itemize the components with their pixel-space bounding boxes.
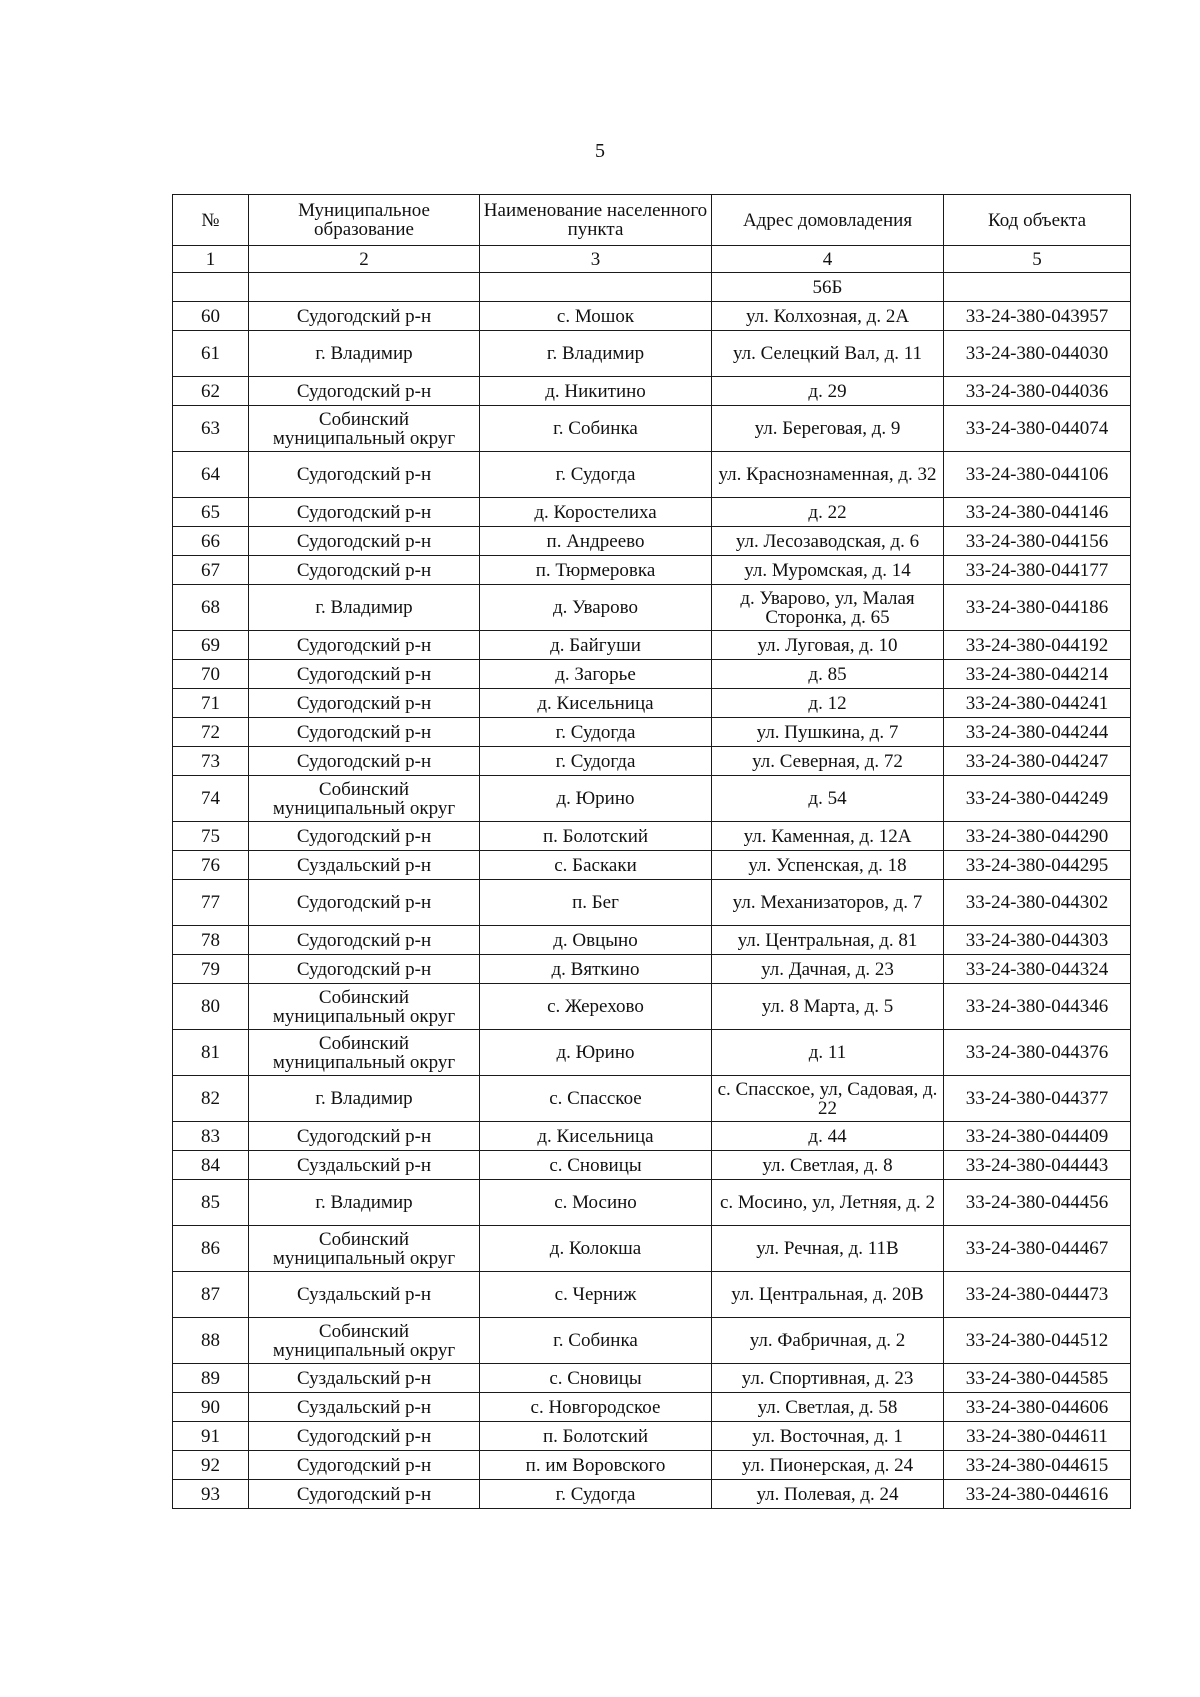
- address-cell: ул. Спортивная, д. 23: [712, 1364, 944, 1393]
- municipality-cell: Суздальский р-н: [249, 1393, 480, 1422]
- address-cell: д. 85: [712, 660, 944, 689]
- table-cell: 56Б: [712, 273, 944, 302]
- object-code-cell: 33-24-380-044192: [944, 631, 1131, 660]
- address-cell: д. 29: [712, 377, 944, 406]
- table-row: [173, 498, 1131, 527]
- table-row: [173, 1076, 1131, 1122]
- table-row: [173, 1422, 1131, 1451]
- column-index-row: [173, 246, 1131, 273]
- object-code-cell: 33-24-380-044443: [944, 1151, 1131, 1180]
- settlement-cell: д. Никитино: [480, 377, 712, 406]
- table-row: [173, 689, 1131, 718]
- column-index: 3: [480, 246, 712, 273]
- municipality-cell: Суздальский р-н: [249, 851, 480, 880]
- municipality-cell: Судогодский р-н: [249, 1480, 480, 1509]
- address-cell: ул. Механизаторов, д. 7: [712, 880, 944, 926]
- address-cell: ул. Пушкина, д. 7: [712, 718, 944, 747]
- row-number-cell: 76: [173, 851, 249, 880]
- table-row: [173, 1122, 1131, 1151]
- object-code-cell: 33-24-380-044303: [944, 926, 1131, 955]
- municipality-cell: Собинский муниципальный округ: [249, 1226, 480, 1272]
- row-number-cell: 79: [173, 955, 249, 984]
- address-cell: ул. Муромская, д. 14: [712, 556, 944, 585]
- row-number-cell: 83: [173, 1122, 249, 1151]
- column-index: 1: [173, 246, 249, 273]
- municipality-cell: Судогодский р-н: [249, 302, 480, 331]
- row-number-cell: 63: [173, 406, 249, 452]
- object-code-cell: 33-24-380-044376: [944, 1030, 1131, 1076]
- settlement-cell: г. Судогда: [480, 747, 712, 776]
- table-row: [173, 452, 1131, 498]
- table-row: [173, 718, 1131, 747]
- table-cell: [173, 273, 249, 302]
- object-code-cell: 33-24-380-044247: [944, 747, 1131, 776]
- settlement-cell: с. Сновицы: [480, 1364, 712, 1393]
- row-number-cell: 62: [173, 377, 249, 406]
- row-number-cell: 72: [173, 718, 249, 747]
- row-number-cell: 81: [173, 1030, 249, 1076]
- settlement-cell: д. Байгуши: [480, 631, 712, 660]
- settlement-cell: с. Черниж: [480, 1272, 712, 1318]
- address-cell: ул. Речная, д. 11В: [712, 1226, 944, 1272]
- settlement-cell: п. им Воровского: [480, 1451, 712, 1480]
- municipality-cell: Судогодский р-н: [249, 718, 480, 747]
- municipality-cell: г. Владимир: [249, 1076, 480, 1122]
- table-row: [173, 331, 1131, 377]
- address-cell: ул. Фабричная, д. 2: [712, 1318, 944, 1364]
- row-number-cell: 91: [173, 1422, 249, 1451]
- address-cell: ул. Селецкий Вал, д. 11: [712, 331, 944, 377]
- settlement-cell: п. Болотский: [480, 822, 712, 851]
- settlement-cell: п. Андреево: [480, 527, 712, 556]
- object-code-cell: 33-24-380-044036: [944, 377, 1131, 406]
- object-code-cell: 33-24-380-044324: [944, 955, 1131, 984]
- row-number-cell: 78: [173, 926, 249, 955]
- row-number-cell: 88: [173, 1318, 249, 1364]
- settlement-cell: д. Юрино: [480, 776, 712, 822]
- object-code-cell: 33-24-380-044615: [944, 1451, 1131, 1480]
- object-code-cell: 33-24-380-044606: [944, 1393, 1131, 1422]
- municipality-cell: Судогодский р-н: [249, 377, 480, 406]
- settlement-cell: д. Юрино: [480, 1030, 712, 1076]
- address-cell: ул. 8 Марта, д. 5: [712, 984, 944, 1030]
- table-row: [173, 1151, 1131, 1180]
- municipality-cell: Собинский муниципальный округ: [249, 984, 480, 1030]
- municipality-cell: Судогодский р-н: [249, 926, 480, 955]
- municipality-cell: Судогодский р-н: [249, 880, 480, 926]
- address-cell: ул. Восточная, д. 1: [712, 1422, 944, 1451]
- municipality-cell: Собинский муниципальный округ: [249, 776, 480, 822]
- row-number-cell: 89: [173, 1364, 249, 1393]
- object-code-cell: 33-24-380-044473: [944, 1272, 1131, 1318]
- row-number-cell: 60: [173, 302, 249, 331]
- address-cell: ул. Краснознаменная, д. 32: [712, 452, 944, 498]
- settlement-cell: д. Коростелиха: [480, 498, 712, 527]
- row-number-cell: 85: [173, 1180, 249, 1226]
- object-code-cell: 33-24-380-044409: [944, 1122, 1131, 1151]
- address-cell: ул. Успенская, д. 18: [712, 851, 944, 880]
- object-code-cell: 33-24-380-044611: [944, 1422, 1131, 1451]
- table-row: [173, 880, 1131, 926]
- table-row: [173, 406, 1131, 452]
- settlement-cell: п. Тюрмеровка: [480, 556, 712, 585]
- row-number-cell: 93: [173, 1480, 249, 1509]
- object-code-cell: 33-24-380-044214: [944, 660, 1131, 689]
- table-row: [173, 776, 1131, 822]
- settlement-cell: д. Овцыно: [480, 926, 712, 955]
- address-cell: ул. Береговая, д. 9: [712, 406, 944, 452]
- address-cell: д. 44: [712, 1122, 944, 1151]
- column-index: 5: [944, 246, 1131, 273]
- table-row: [173, 1030, 1131, 1076]
- municipality-cell: г. Владимир: [249, 1180, 480, 1226]
- settlement-cell: д. Уварово: [480, 585, 712, 631]
- settlement-cell: с. Новгородское: [480, 1393, 712, 1422]
- object-code-cell: 33-24-380-044346: [944, 984, 1131, 1030]
- table-body: [173, 273, 1131, 1509]
- object-code-cell: 33-24-380-044512: [944, 1318, 1131, 1364]
- row-number-cell: 92: [173, 1451, 249, 1480]
- settlement-cell: с. Жерехово: [480, 984, 712, 1030]
- municipality-cell: Судогодский р-н: [249, 1422, 480, 1451]
- continuation-row: [173, 273, 1131, 302]
- row-number-cell: 64: [173, 452, 249, 498]
- settlement-cell: д. Кисельница: [480, 1122, 712, 1151]
- row-number-cell: 73: [173, 747, 249, 776]
- table-row: [173, 1272, 1131, 1318]
- municipality-cell: Судогодский р-н: [249, 556, 480, 585]
- settlement-cell: п. Болотский: [480, 1422, 712, 1451]
- column-index: 2: [249, 246, 480, 273]
- object-code-cell: 33-24-380-044456: [944, 1180, 1131, 1226]
- row-number-cell: 86: [173, 1226, 249, 1272]
- address-cell: д. Уварово, ул, Малая Сторонка, д. 65: [712, 585, 944, 631]
- municipality-cell: Собинский муниципальный округ: [249, 406, 480, 452]
- page-number: 5: [595, 140, 605, 162]
- municipality-cell: Судогодский р-н: [249, 689, 480, 718]
- row-number-cell: 70: [173, 660, 249, 689]
- table-row: [173, 955, 1131, 984]
- address-cell: д. 11: [712, 1030, 944, 1076]
- address-cell: ул. Лесозаводская, д. 6: [712, 527, 944, 556]
- object-code-cell: 33-24-380-044030: [944, 331, 1131, 377]
- object-code-cell: 33-24-380-044244: [944, 718, 1131, 747]
- settlement-cell: г. Судогда: [480, 1480, 712, 1509]
- table-cell: [249, 273, 480, 302]
- address-cell: ул. Центральная, д. 81: [712, 926, 944, 955]
- table-row: [173, 1451, 1131, 1480]
- header-object-code: Код объекта: [944, 195, 1131, 246]
- municipality-cell: Судогодский р-н: [249, 955, 480, 984]
- table-row: [173, 1226, 1131, 1272]
- address-cell: ул. Северная, д. 72: [712, 747, 944, 776]
- municipality-cell: Судогодский р-н: [249, 1122, 480, 1151]
- settlement-cell: г. Владимир: [480, 331, 712, 377]
- settlement-cell: г. Судогда: [480, 718, 712, 747]
- settlement-cell: с. Мосино: [480, 1180, 712, 1226]
- table-row: [173, 1364, 1131, 1393]
- table-cell: [480, 273, 712, 302]
- settlement-cell: д. Кисельница: [480, 689, 712, 718]
- table-row: [173, 984, 1131, 1030]
- municipality-cell: Судогодский р-н: [249, 498, 480, 527]
- table-row: [173, 556, 1131, 585]
- table-header: [173, 195, 1131, 273]
- row-number-cell: 74: [173, 776, 249, 822]
- settlement-cell: с. Мошок: [480, 302, 712, 331]
- municipality-cell: г. Владимир: [249, 331, 480, 377]
- table-row: [173, 377, 1131, 406]
- households-table: [172, 194, 1131, 1509]
- object-code-cell: 33-24-380-044295: [944, 851, 1131, 880]
- municipality-cell: Суздальский р-н: [249, 1272, 480, 1318]
- object-code-cell: 33-24-380-043957: [944, 302, 1131, 331]
- object-code-cell: 33-24-380-044585: [944, 1364, 1131, 1393]
- municipality-cell: Судогодский р-н: [249, 527, 480, 556]
- table-cell: [944, 273, 1131, 302]
- table-row: [173, 747, 1131, 776]
- table-row: [173, 851, 1131, 880]
- address-cell: ул. Светлая, д. 8: [712, 1151, 944, 1180]
- table-row: [173, 527, 1131, 556]
- row-number-cell: 84: [173, 1151, 249, 1180]
- object-code-cell: 33-24-380-044616: [944, 1480, 1131, 1509]
- row-number-cell: 80: [173, 984, 249, 1030]
- table-row: [173, 585, 1131, 631]
- table-row: [173, 1318, 1131, 1364]
- row-number-cell: 82: [173, 1076, 249, 1122]
- header-address: Адрес домовладения: [712, 195, 944, 246]
- object-code-cell: 33-24-380-044177: [944, 556, 1131, 585]
- settlement-cell: г. Собинка: [480, 406, 712, 452]
- settlement-cell: п. Бег: [480, 880, 712, 926]
- object-code-cell: 33-24-380-044106: [944, 452, 1131, 498]
- municipality-cell: Судогодский р-н: [249, 660, 480, 689]
- table-row: [173, 1393, 1131, 1422]
- settlement-cell: г. Судогда: [480, 452, 712, 498]
- row-number-cell: 77: [173, 880, 249, 926]
- header-settlement: Наименование населенного пункта: [480, 195, 712, 246]
- header-number: №: [173, 195, 249, 246]
- municipality-cell: Судогодский р-н: [249, 452, 480, 498]
- row-number-cell: 87: [173, 1272, 249, 1318]
- address-cell: ул. Каменная, д. 12А: [712, 822, 944, 851]
- address-cell: ул. Луговая, д. 10: [712, 631, 944, 660]
- header-municipality: Муниципальное образование: [249, 195, 480, 246]
- address-cell: с. Спасское, ул, Садовая, д. 22: [712, 1076, 944, 1122]
- table-row: [173, 631, 1131, 660]
- object-code-cell: 33-24-380-044249: [944, 776, 1131, 822]
- address-cell: д. 22: [712, 498, 944, 527]
- object-code-cell: 33-24-380-044302: [944, 880, 1131, 926]
- address-cell: ул. Колхозная, д. 2А: [712, 302, 944, 331]
- municipality-cell: Суздальский р-н: [249, 1151, 480, 1180]
- object-code-cell: 33-24-380-044467: [944, 1226, 1131, 1272]
- row-number-cell: 75: [173, 822, 249, 851]
- municipality-cell: Собинский муниципальный округ: [249, 1030, 480, 1076]
- settlement-cell: д. Колокша: [480, 1226, 712, 1272]
- address-cell: ул. Светлая, д. 58: [712, 1393, 944, 1422]
- municipality-cell: Суздальский р-н: [249, 1364, 480, 1393]
- settlement-cell: д. Загорье: [480, 660, 712, 689]
- address-cell: д. 54: [712, 776, 944, 822]
- address-cell: с. Мосино, ул, Летняя, д. 2: [712, 1180, 944, 1226]
- object-code-cell: 33-24-380-044290: [944, 822, 1131, 851]
- settlement-cell: с. Баскаки: [480, 851, 712, 880]
- object-code-cell: 33-24-380-044186: [944, 585, 1131, 631]
- address-cell: ул. Пионерская, д. 24: [712, 1451, 944, 1480]
- municipality-cell: Судогодский р-н: [249, 822, 480, 851]
- object-code-cell: 33-24-380-044377: [944, 1076, 1131, 1122]
- municipality-cell: Судогодский р-н: [249, 1451, 480, 1480]
- settlement-cell: д. Вяткино: [480, 955, 712, 984]
- row-number-cell: 68: [173, 585, 249, 631]
- municipality-cell: Судогодский р-н: [249, 631, 480, 660]
- settlement-cell: с. Спасское: [480, 1076, 712, 1122]
- object-code-cell: 33-24-380-044156: [944, 527, 1131, 556]
- municipality-cell: г. Владимир: [249, 585, 480, 631]
- row-number-cell: 67: [173, 556, 249, 585]
- column-index: 4: [712, 246, 944, 273]
- row-number-cell: 66: [173, 527, 249, 556]
- table-row: [173, 302, 1131, 331]
- header-row: [173, 195, 1131, 246]
- settlement-cell: с. Сновицы: [480, 1151, 712, 1180]
- table-row: [173, 822, 1131, 851]
- object-code-cell: 33-24-380-044241: [944, 689, 1131, 718]
- municipality-cell: Собинский муниципальный округ: [249, 1318, 480, 1364]
- row-number-cell: 71: [173, 689, 249, 718]
- row-number-cell: 65: [173, 498, 249, 527]
- table-row: [173, 926, 1131, 955]
- row-number-cell: 61: [173, 331, 249, 377]
- address-cell: д. 12: [712, 689, 944, 718]
- municipality-cell: Судогодский р-н: [249, 747, 480, 776]
- address-cell: ул. Центральная, д. 20В: [712, 1272, 944, 1318]
- object-code-cell: 33-24-380-044074: [944, 406, 1131, 452]
- row-number-cell: 69: [173, 631, 249, 660]
- row-number-cell: 90: [173, 1393, 249, 1422]
- settlement-cell: г. Собинка: [480, 1318, 712, 1364]
- table-row: [173, 660, 1131, 689]
- address-cell: ул. Полевая, д. 24: [712, 1480, 944, 1509]
- object-code-cell: 33-24-380-044146: [944, 498, 1131, 527]
- table-row: [173, 1180, 1131, 1226]
- address-cell: ул. Дачная, д. 23: [712, 955, 944, 984]
- table-row: [173, 1480, 1131, 1509]
